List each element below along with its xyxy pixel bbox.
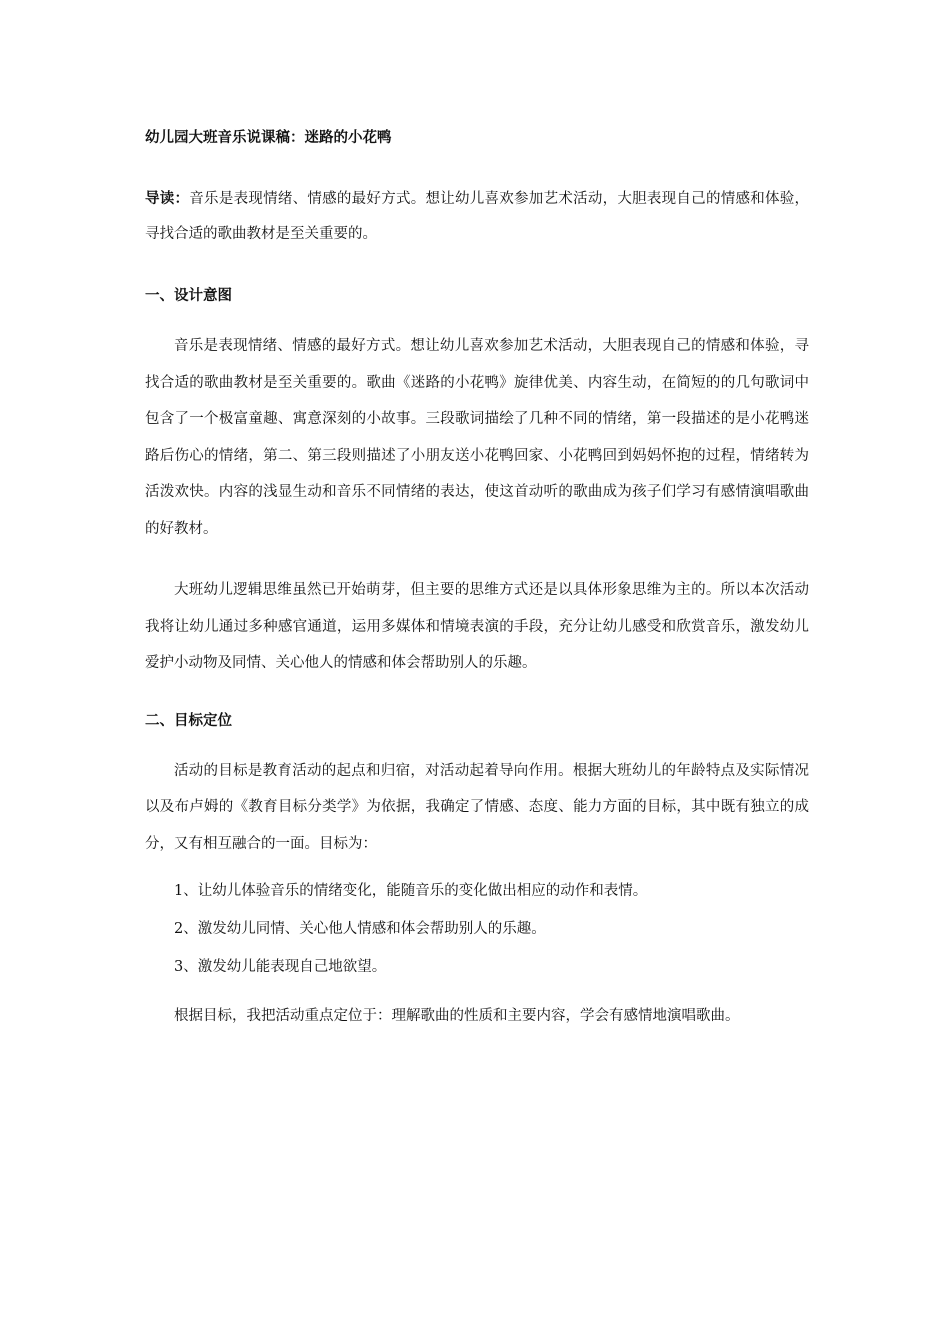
goal-item: 3、激发幼儿能表现自己地欲望。: [174, 959, 387, 975]
document-title: 幼儿园大班音乐说课稿：迷路的小花鸭: [145, 130, 392, 146]
design-intent-paragraph-2: 大班幼儿逻辑思维虽然已开始萌芽，但主要的思维方式还是以具体形象思维为主的。所以本次活动我将让幼儿通过多种感官通道，运用多媒体和情境表演的手段，充分让幼儿感受和欣赏音乐，激发幼儿爱护小动物及同情、关心他人的情感和体会帮助别人的乐趣。: [145, 582, 809, 671]
section-heading-goal-positioning: 二、目标定位: [145, 712, 232, 729]
goal-item: 2、激发幼儿同情、关心他人情感和体会帮助别人的乐趣。: [174, 921, 546, 937]
section-heading-design-intent: 一、设计意图: [145, 288, 232, 304]
document-page: [145, 124, 809, 1029]
goal-item: 1、让幼儿体验音乐的情绪变化，能随音乐的变化做出相应的动作和表情。: [174, 883, 648, 899]
lead-paragraph: [145, 182, 809, 252]
goal-positioning-paragraph: 活动的目标是教育活动的起点和归宿，对活动起着导向作用。根据大班幼儿的年龄特点及实际情况以及布卢姆的《教育目标分类学》为依据，我确定了情感、态度、能力方面的目标，其中既有独立的成分，又有相互融合的一面。目标为：: [145, 762, 809, 852]
lead-text: 音乐是表现情绪、情感的最好方式。想让幼儿喜欢参加艺术活动，大胆表现自己的情感和体验，寻找合适的歌曲教材是至关重要的。: [145, 191, 810, 242]
key-point-paragraph: 根据目标，我把活动重点定位于：理解歌曲的性质和主要内容，学会有感情地演唱歌曲。: [174, 1008, 740, 1024]
lead-label: 导读：: [145, 191, 190, 207]
design-intent-paragraph-1: 音乐是表现情绪、情感的最好方式。想让幼儿喜欢参加艺术活动，大胆表现自己的情感和体验，寻找合适的歌曲教材是至关重要的。歌曲《迷路的小花鸭》旋律优美、内容生动，在简短的的几句歌词中包含了一个极富童趣、寓意深刻的小故事。三段歌词描绘了几种不同的情绪，第一段描述的是小花鸭迷路后伤心的情绪，第二、第三段则描述了小朋友送小花鸭回家、小花鸭回到妈妈怀抱的过程，情绪转为活泼欢快。内容的浅显生动和音乐不同情绪的表达，使这首动听的歌曲成为孩子们学习有感情演唱歌曲的好教材。: [145, 338, 809, 537]
goal-list: [145, 880, 809, 979]
